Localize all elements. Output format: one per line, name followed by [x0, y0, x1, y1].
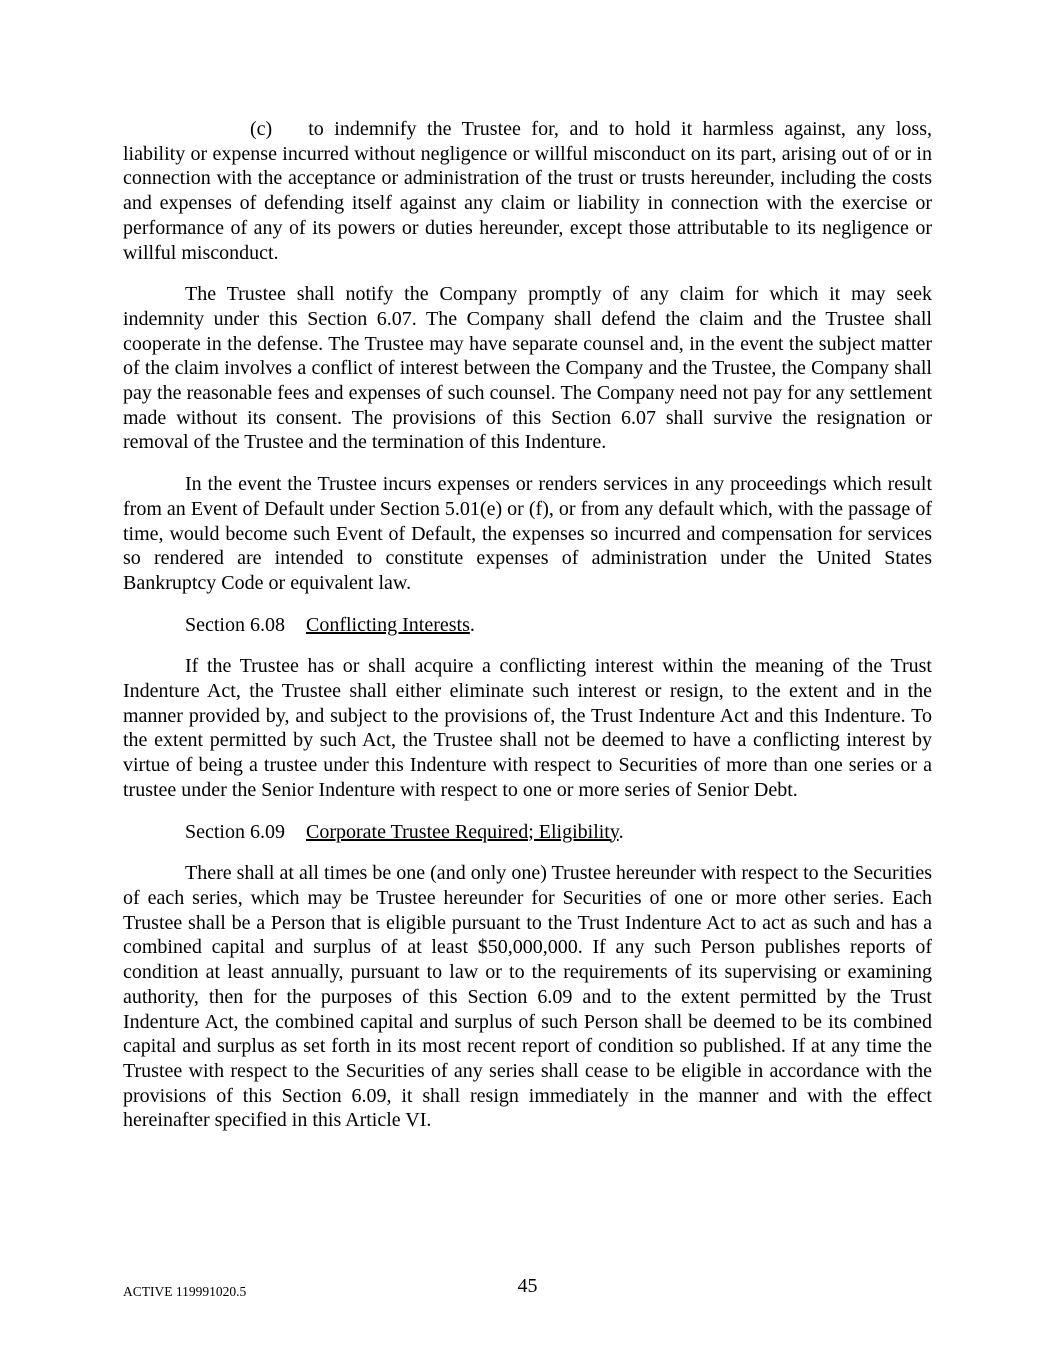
paragraph-trustee-notify: The Trustee shall notify the Company promptly of any claim for which it may seek indemnity under this Section 6.07. The Company shall defend the claim and the Trustee shall cooperate in the defense. The Trustee may have separate counsel and, in the event the subject matter of the claim involves a conflict of interest between the Company and the Trustee, the Company shall pay the reasonable fees and expenses of such counsel. The Company need not pay for any settlement made without its consent. The provisions of this Section 6.07 shall survive the resignation or removal of the Trustee and the termination of this Indenture.	[123, 283, 932, 454]
paragraph-corporate-trustee: There shall at all times be one (and only one) Trustee hereunder with respect to the Securities of each series, which may be Trustee hereunder for Securities of one or more other series. Each Trustee shall be a Person that is eligible pursuant to the Trust Indenture Act to act as such and has a combined capital and surplus of at least $50,000,000. If any such Person publishes reports of condition at least annually, pursuant to law or to the requirements of its supervising or examining authority, then for the purposes of this Section 6.09 and to the extent permitted by the Trust Indenture Act, the combined capital and surplus of such Person shall be deemed to be its combined capital and surplus as set forth in its most recent report of condition so published. If at any time the Trustee with respect to the Securities of any series shall cease to be eligible in accordance with the provisions of this Section 6.09, it shall resign immediately in the manner and with the effect hereinafter specified in this Article VI.	[123, 862, 932, 1132]
section-title: Conflicting Interests	[306, 613, 470, 636]
page-number: 45	[517, 1275, 538, 1297]
document-body	[123, 117, 932, 1150]
paragraph-event-of-default: In the event the Trustee incurs expenses or renders services in any proceedings which result from an Event of Default under Section 5.01(e) or (f), or from any default which, with the passage of time, would become such Event of Default, the expenses so incurred and compensation for services so rendered are intended to constitute expenses of administration under the United States Bankruptcy Code or equivalent law.	[123, 473, 932, 594]
section-number: Section 6.09	[185, 820, 285, 843]
footer-document-id: ACTIVE 119991020.5	[123, 1284, 247, 1299]
clause-label: (c)	[250, 118, 273, 140]
section-title-period: .	[469, 613, 475, 636]
paragraph-conflicting-interest: If the Trustee has or shall acquire a conflicting interest within the meaning of the Trust Indenture Act, the Trustee shall either eliminate such interest or resign, to the extent and in the manner provided by, and subject to the provisions of, the Trust Indenture Act and this Indenture. To the extent permitted by such Act, the Trustee shall not be deemed to have a conflicting interest by virtue of being a trustee under this Indenture with respect to Securities of more than one series or a trustee under the Senior Indenture with respect to one or more series of Senior Debt.	[123, 655, 932, 801]
section-heading-609	[123, 820, 932, 845]
paragraph-indemnify-clause	[123, 117, 932, 265]
section-heading-608	[123, 613, 932, 638]
section-title: Corporate Trustee Required; Eligibility	[306, 820, 619, 843]
clause-text: to indemnify the Trustee for, and to hold it harmless against, any loss, liability or expense incurred without negligence or willful misconduct on its part, arising out of or in connection with the acceptance or administration of the trust or trusts hereunder, including the costs and expenses of defending itself against any claim or liability in connection with the exercise or performance of any of its powers or duties hereunder, except those attributable to its negligence or willful misconduct.	[123, 118, 932, 264]
section-title-period: .	[618, 820, 624, 843]
section-number: Section 6.08	[185, 613, 285, 636]
